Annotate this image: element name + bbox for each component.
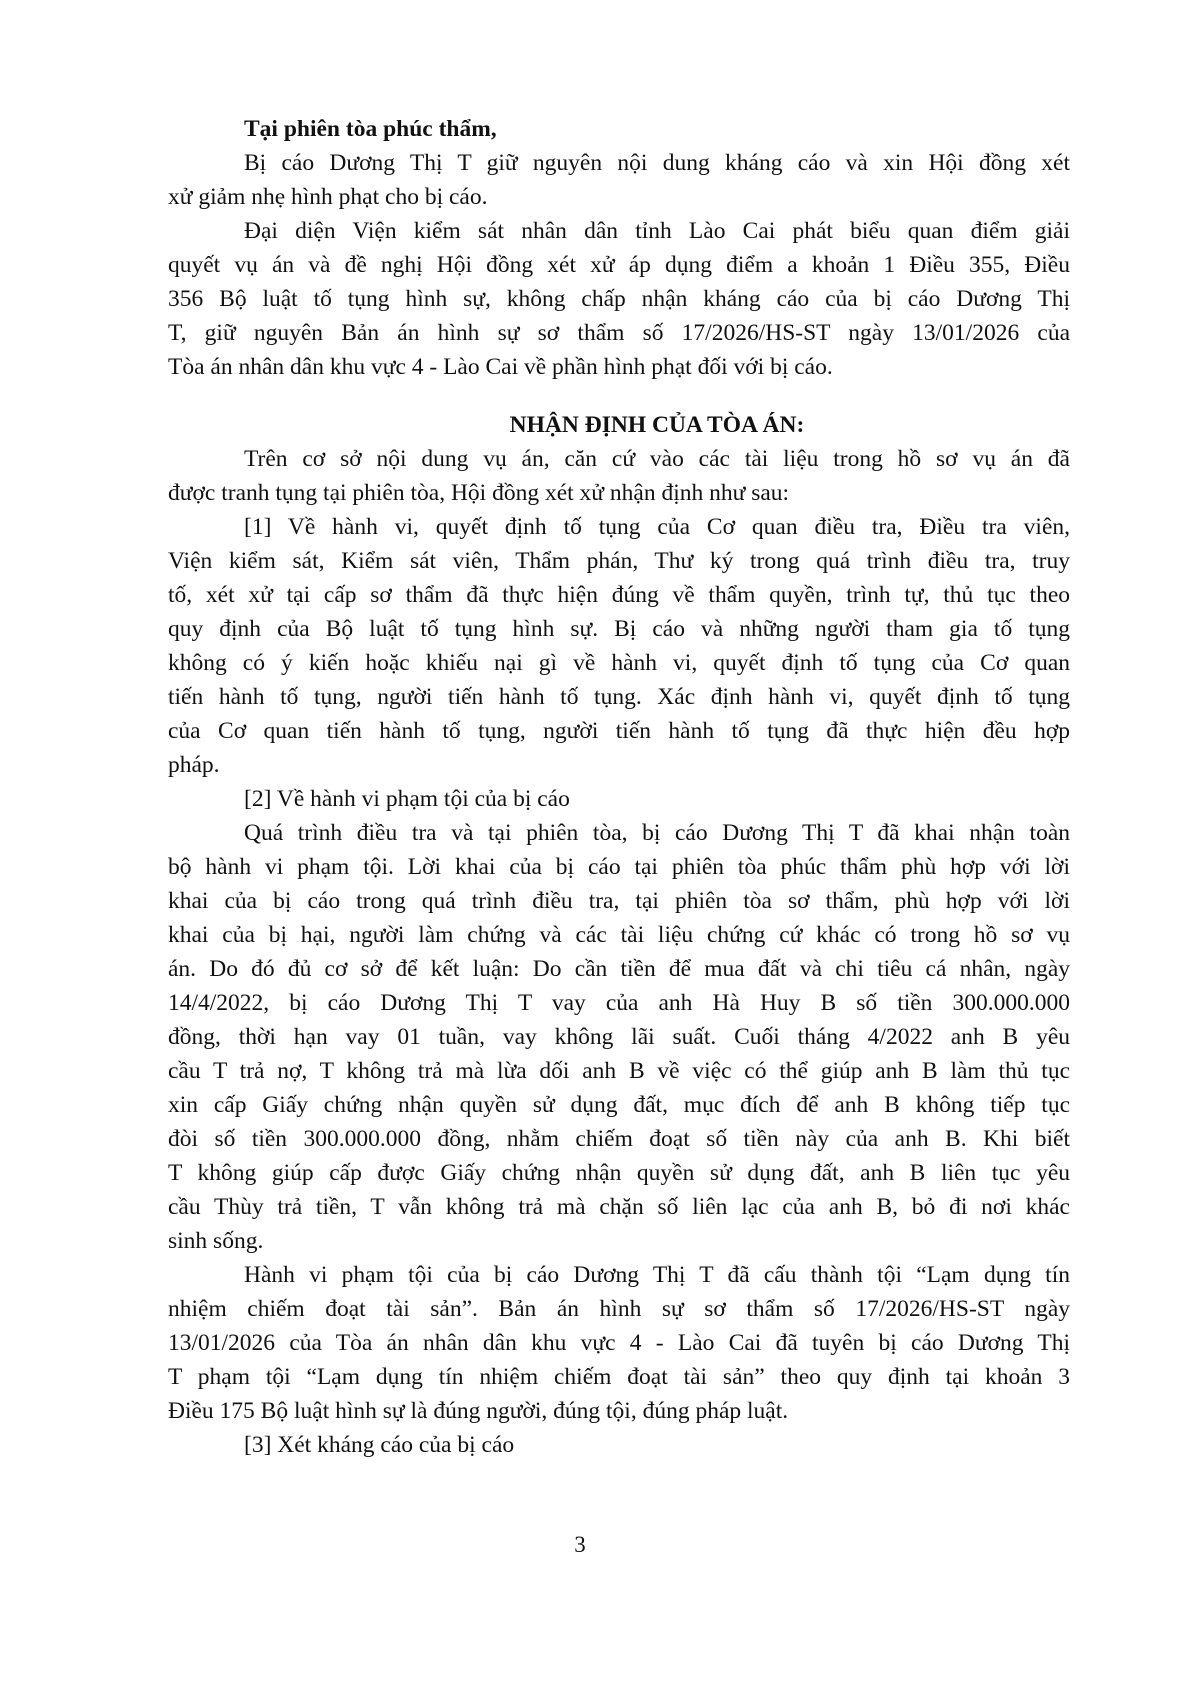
paragraph — [168, 816, 1070, 1258]
text-line: xin cấp Giấy chứng nhận quyền sử dụng đất, mục đích để anh B không tiếp tục — [168, 1092, 1070, 1118]
text-line: Tại phiên tòa phúc thẩm, — [244, 116, 497, 142]
text-line: không có ý kiến hoặc khiếu nại gì về hành vi, quyết định tố tụng của Cơ quan — [168, 650, 1070, 676]
text-line: Quá trình điều tra và tại phiên tòa, bị cáo Dương Thị T đã khai nhận toàn — [244, 820, 1070, 846]
text-line: đòi số tiền 300.000.000 đồng, nhằm chiếm đoạt số tiền này của anh B. Khi biết — [168, 1126, 1070, 1152]
paragraph — [168, 214, 1070, 384]
paragraph — [168, 112, 1070, 146]
text-line: Bị cáo Dương Thị T giữ nguyên nội dung kháng cáo và xin Hội đồng xét — [244, 150, 1070, 176]
text-line: 14/4/2022, bị cáo Dương Thị T vay của anh Hà Huy B số tiền 300.000.000 — [168, 990, 1070, 1016]
text-line: xử giảm nhẹ hình phạt cho bị cáo. — [168, 184, 488, 210]
paragraph — [168, 510, 1070, 782]
paragraph — [168, 1258, 1070, 1428]
paragraph — [168, 442, 1070, 510]
paragraph — [168, 1428, 1070, 1462]
text-line: Điều 175 Bộ luật hình sự là đúng người, đúng tội, đúng pháp luật. — [168, 1398, 789, 1424]
text-line: nhiệm chiếm đoạt tài sản”. Bản án hình sự sơ thẩm số 17/2026/HS-ST ngày — [168, 1296, 1070, 1322]
text-line: [2] Về hành vi phạm tội của bị cáo — [244, 786, 570, 812]
text-line: Viện kiểm sát, Kiểm sát viên, Thẩm phán, Thư ký trong quá trình điều tra, truy — [168, 548, 1070, 574]
text-line: T, giữ nguyên Bản án hình sự sơ thẩm số 17/2026/HS-ST ngày 13/01/2026 của — [168, 320, 1070, 346]
text-line: sinh sống. — [168, 1228, 264, 1254]
text-line: khai của bị hại, người làm chứng và các tài liệu chứng cứ khác có trong hồ sơ vụ — [168, 922, 1070, 948]
text-line: quy định của Bộ luật tố tụng hình sự. Bị cáo và những người tham gia tố tụng — [168, 616, 1070, 642]
text-line: [3] Xét kháng cáo của bị cáo — [244, 1432, 515, 1458]
document-body — [168, 112, 1070, 1462]
text-line: tiến hành tố tụng, người tiến hành tố tụng. Xác định hành vi, quyết định tố tụng — [168, 684, 1070, 710]
text-line: NHẬN ĐỊNH CỦA TÒA ÁN: — [509, 412, 805, 438]
paragraph — [168, 782, 1070, 816]
text-line: đồng, thời hạn vay 01 tuần, vay không lãi suất. Cuối tháng 4/2022 anh B yêu — [168, 1024, 1070, 1050]
text-line: 356 Bộ luật tố tụng hình sự, không chấp nhận kháng cáo của bị cáo Dương Thị — [168, 286, 1070, 312]
text-line: [1] Về hành vi, quyết định tố tụng của Cơ quan điều tra, Điều tra viên, — [244, 514, 1070, 540]
text-line: của Cơ quan tiến hành tố tụng, người tiến hành tố tụng đã thực hiện đều hợp — [168, 718, 1070, 744]
text-line: được tranh tụng tại phiên tòa, Hội đồng xét xử nhận định như sau: — [168, 480, 790, 506]
section-gap — [168, 384, 1070, 408]
text-line: Hành vi phạm tội của bị cáo Dương Thị T đã cấu thành tội “Lạm dụng tín — [244, 1262, 1070, 1288]
text-line: án. Do đó đủ cơ sở để kết luận: Do cần tiền để mua đất và chi tiêu cá nhân, ngày — [168, 956, 1070, 982]
text-line: pháp. — [168, 752, 220, 778]
text-line: T không giúp cấp được Giấy chứng nhận quyền sử dụng đất, anh B liên tục yêu — [168, 1160, 1070, 1186]
text-line: Trên cơ sở nội dung vụ án, căn cứ vào các tài liệu trong hồ sơ vụ án đã — [244, 446, 1070, 472]
text-line: T phạm tội “Lạm dụng tín nhiệm chiếm đoạt tài sản” theo quy định tại khoản 3 — [168, 1364, 1070, 1390]
text-line: bộ hành vi phạm tội. Lời khai của bị cáo tại phiên tòa phúc thẩm phù hợp với lời — [168, 854, 1070, 880]
text-line: cầu Thùy trả tiền, T vẫn không trả mà chặn số liên lạc của anh B, bỏ đi nơi khác — [168, 1194, 1070, 1220]
text-line: tố, xét xử tại cấp sơ thẩm đã thực hiện đúng về thẩm quyền, trình tự, thủ tục theo — [168, 582, 1070, 608]
section-heading — [168, 408, 1070, 442]
text-line: 13/01/2026 của Tòa án nhân dân khu vực 4 - Lào Cai đã tuyên bị cáo Dương Thị — [168, 1330, 1070, 1356]
page-number: 3 — [574, 1532, 586, 1557]
text-line: Tòa án nhân dân khu vực 4 - Lào Cai về phần hình phạt đối với bị cáo. — [168, 354, 833, 380]
text-line: Đại diện Viện kiểm sát nhân dân tỉnh Lào Cai phát biểu quan điểm giải — [244, 218, 1070, 244]
paragraph — [168, 146, 1070, 214]
text-line: quyết vụ án và đề nghị Hội đồng xét xử áp dụng điểm a khoản 1 Điều 355, Điều — [168, 252, 1070, 278]
text-line: cầu T trả nợ, T không trả mà lừa dối anh B về việc có thể giúp anh B làm thủ tục — [168, 1058, 1070, 1084]
text-line: khai của bị cáo trong quá trình điều tra, tại phiên tòa sơ thẩm, phù hợp với lời — [168, 888, 1070, 914]
